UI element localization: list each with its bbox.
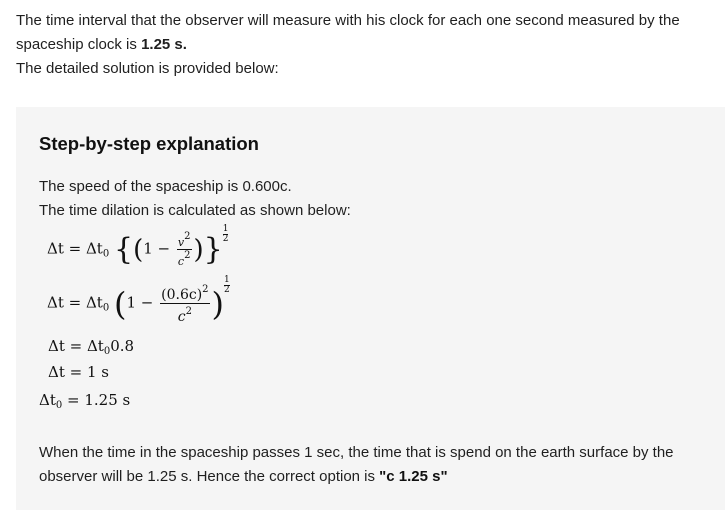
equation-4: Δt = 1 s xyxy=(48,363,109,381)
correct-option: "c 1.25 s" xyxy=(379,468,448,485)
panel-heading: Step-by-step explanation xyxy=(39,133,259,154)
speed-text: The speed of the spaceship is 0.600c. xyxy=(39,178,292,195)
answer-value: 1.25 s. xyxy=(141,36,187,53)
equation-1: $\Delta t = \Delta t_0$ {(1 − $\frac{v2}{c2}$ )} $\frac{1}{2}$ xyxy=(47,224,229,268)
explanation-panel xyxy=(16,107,725,510)
intro-line2: The detailed solution is provided below: xyxy=(16,60,279,77)
intro-line1: The time interval that the observer will measure with his clock for each one second measured by the spaceship clock is xyxy=(16,12,680,53)
intro-answer xyxy=(16,9,716,57)
dilation-text: The time dilation is calculated as shown below: xyxy=(39,202,351,219)
equation-3: $\Delta t = \Delta t_00.8$ xyxy=(48,337,135,357)
equation-2: $\Delta t = \Delta t_0$ (1 − $\frac{(0.6c)^2}{c^2}$ ) $\frac{1}{2}$ xyxy=(47,275,230,325)
equation-5: $\Delta t_0 = 1.25$ s xyxy=(39,391,131,411)
intro-text xyxy=(16,9,716,81)
conclusion-text: When the time in the spaceship passes 1 sec, the time that is spend on the earth surface by the observer will be 1.25 s. Hence the correct option is "c 1.25 s" xyxy=(39,444,674,485)
